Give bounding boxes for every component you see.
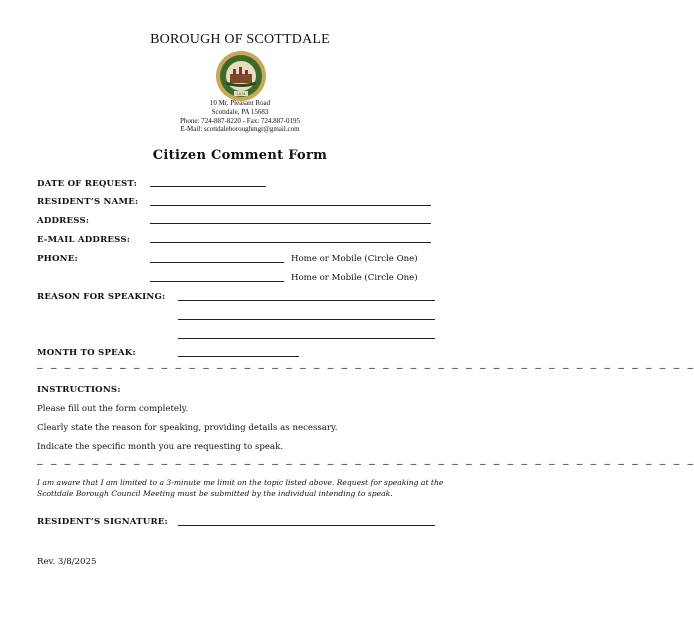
divider-1: – – – – – – – – – – – – – – – – – – – – – – – – – – – – – – – – – – – – – – – – – – – – – – – –	[37, 363, 694, 374]
phone-field-1[interactable]	[150, 262, 284, 263]
instructions-heading: INSTRUCTIONS:	[37, 385, 121, 395]
month-field[interactable]	[178, 356, 299, 357]
address-field[interactable]	[150, 223, 431, 224]
email-field[interactable]	[150, 242, 431, 243]
address-line-1: 10 Mt. Pleasant Road	[209, 99, 271, 107]
seal-year: 1874	[236, 92, 246, 96]
date-field[interactable]	[150, 186, 266, 187]
date-label: DATE OF REQUEST:	[37, 179, 138, 189]
instruction-item: Clearly state the reason for speaking, providing details as necessary.	[37, 423, 338, 433]
reason-label: REASON FOR SPEAKING:	[37, 292, 166, 302]
name-field[interactable]	[150, 205, 431, 206]
address-line-2: Scottdale, PA 15683	[211, 107, 269, 116]
email-address: E-Mail: scottdaleboroughmgr@gmail.com	[180, 125, 300, 134]
speaking-notice: I am aware that I am limited to a 3-minute me limit on the topic listed above. Request for speaking at the Scottdale Borough Council Meeting must be submitted by the individual intending to speak.	[37, 478, 444, 498]
name-label: RESIDENT’S NAME:	[37, 197, 139, 207]
divider-2: – – – – – – – – – – – – – – – – – – – – – – – – – – – – – – – – – – – – – – – – – – – – – – – –	[37, 459, 694, 470]
instruction-item: Please fill out the form completely.	[37, 404, 189, 414]
form-title: Citizen Comment Form	[152, 148, 328, 163]
month-label: MONTH TO SPEAK:	[37, 348, 136, 358]
phone-type-2: Home or Mobile (Circle One)	[291, 273, 418, 283]
reason-field-line-1[interactable]	[178, 300, 435, 301]
reason-field-line-3[interactable]	[178, 338, 435, 339]
signature-field[interactable]	[178, 525, 435, 526]
revision-date: Rev. 3/8/2025	[37, 557, 97, 567]
borough-seal-icon	[215, 50, 267, 102]
phone-type-1: Home or Mobile (Circle One)	[291, 254, 418, 264]
contact-block	[0, 99, 480, 134]
reason-field-line-2[interactable]	[178, 319, 435, 320]
phone-fax: Phone: 724-887-8220 - Fax: 724.887-0195	[180, 116, 300, 125]
instruction-item: Indicate the specific month you are requesting to speak.	[37, 442, 284, 452]
borough-title: BOROUGH OF SCOTTDALE	[150, 32, 330, 47]
address-label: ADDRESS:	[37, 216, 90, 226]
signature-label: RESIDENT’S SIGNATURE:	[37, 517, 168, 527]
phone-field-2[interactable]	[150, 281, 284, 282]
email-label: E-MAIL ADDRESS:	[37, 235, 131, 245]
phone-label: PHONE:	[37, 254, 78, 264]
